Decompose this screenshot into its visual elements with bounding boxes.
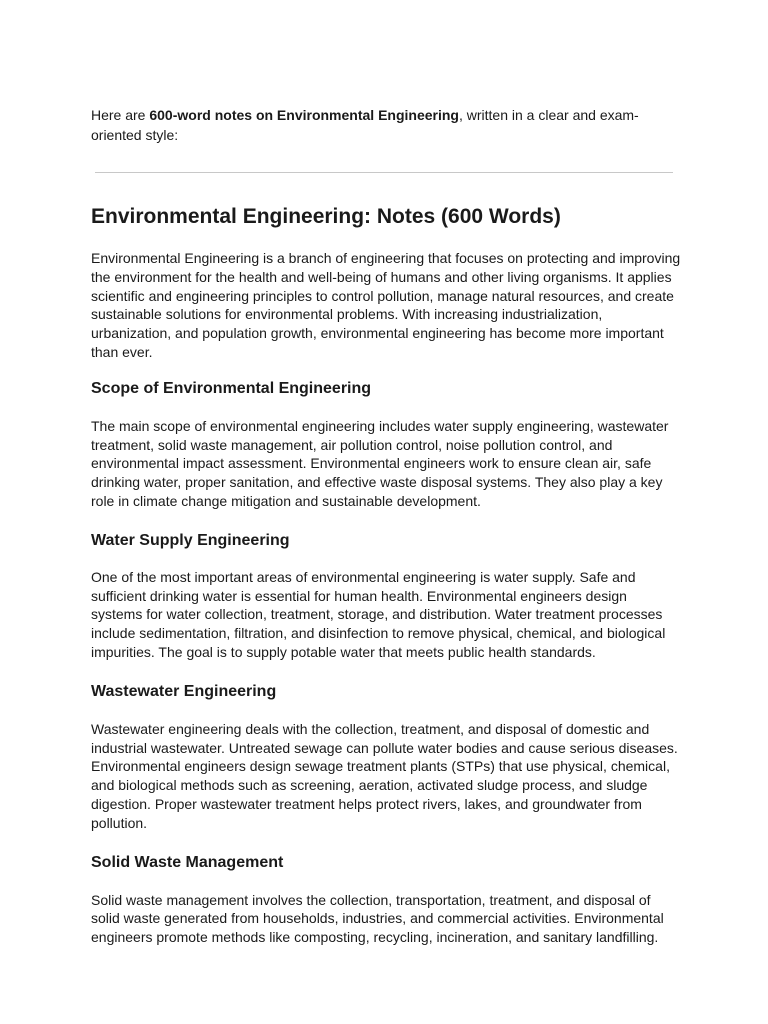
intro-prefix: Here are	[91, 107, 150, 123]
section-text-solid-waste: Solid waste management involves the collection, transportation, treatment, and disposal of solid waste generated from households, industries, and commercial activities. Environmental engineers promote methods like composting, recycling, incineration, and sanitary landfilling.	[91, 891, 664, 946]
section-heading-wastewater: Wastewater Engineering	[91, 682, 277, 700]
intro-line	[91, 106, 681, 145]
section-text-wastewater: Wastewater engineering deals with the collection, treatment, and disposal of domestic and industrial wastewater. Untreated sewage can pollute water bodies and cause serious diseases. Environmental engineers design sewage treatment plants (STPs) that use physical, chemical, and biological methods such as screening, aeration, activated sludge process, and sludge digestion. Proper wastewater treatment helps protect rivers, lakes, and groundwater from pollution.	[91, 720, 678, 831]
page-title: Environmental Engineering: Notes (600 Words)	[91, 205, 561, 228]
intro-paragraph: Environmental Engineering is a branch of engineering that focuses on protecting and improving the environment for the health and well-being of humans and other living organisms. It applies scientific and engineering principles to control pollution, manage natural resources, and create sustainable solutions for environmental problems. With increasing industrialization, urbanization, and population growth, environmental engineering has become more important than ever.	[91, 250, 681, 360]
intro-bold: 600-word notes on Environmental Engineering	[149, 107, 459, 123]
horizontal-divider	[95, 172, 673, 173]
section-heading-water-supply: Water Supply Engineering	[91, 531, 290, 549]
section-heading-scope: Scope of Environmental Engineering	[91, 379, 372, 397]
intro-suffix: , written in a clear and exam-oriented style:	[91, 107, 639, 143]
section-text-scope: The main scope of environmental engineering includes water supply engineering, wastewater treatment, solid waste management, air pollution control, noise pollution control, and environmental impact assessment. Environmental engineers work to ensure clean air, safe drinking water, proper sanitation, and effective waste disposal systems. They also play a key role in climate change mitigation and sustainable development.	[91, 417, 669, 509]
document-page	[91, 106, 681, 947]
section-heading-solid-waste: Solid Waste Management	[91, 853, 284, 871]
section-text-water-supply: One of the most important areas of environmental engineering is water supply. Safe and sufficient drinking water is essential for human health. Environmental engineers design systems for water collection, treatment, storage, and distribution. Water treatment processes include sedimentation, filtration, and disinfection to remove physical, chemical, and biological impurities. The goal is to supply potable water that meets public health standards.	[91, 568, 666, 660]
